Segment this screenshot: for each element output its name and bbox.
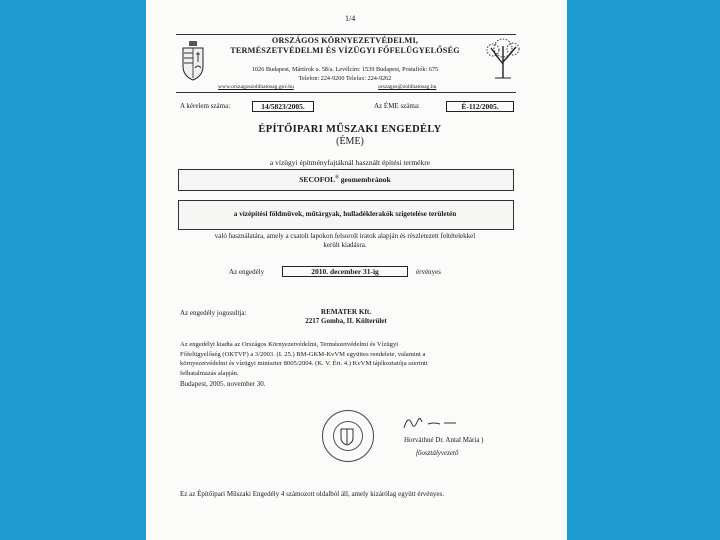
file-number-value: É-112/2005. xyxy=(446,101,514,112)
seal-emblem-icon xyxy=(339,426,355,446)
handwritten-signature xyxy=(400,412,460,432)
address-line: 1026 Budapest, Mártírok u. 58/a. Levélcím: 1539 Budapest, Postafiók: 675 xyxy=(251,66,439,73)
organization-name xyxy=(220,36,470,56)
signer-name: Horváthné Dr. Antal Mária ) xyxy=(404,436,484,444)
legal-line: felhatalmazás alapján. xyxy=(180,369,239,377)
legal-line: Főfelügyelőség (OKTVF) a 3/2003. (I. 25.) BM-GKM-KvVM együttes rendelete, valamint a xyxy=(180,350,426,358)
header-top-rule xyxy=(176,34,516,35)
place-date: Budapest, 2005. november 30. xyxy=(180,380,266,388)
holder-address: 2217 Gomba, II. Külterület xyxy=(305,317,387,325)
coat-of-arms-icon xyxy=(178,40,208,82)
application-text-1: való használatára, amely a csatolt lapokon felsorolt iratok alapján és részletezett feltételekkel xyxy=(214,232,476,240)
document-title: ÉPÍTŐIPARI MŰSZAKI ENGEDÉLY xyxy=(258,124,442,135)
application-text-2: került kiadásra. xyxy=(323,241,367,249)
page-number: 1/4 xyxy=(345,14,356,23)
request-number-label: A kérelem száma: xyxy=(180,102,231,110)
holder-name: REMATER Kft. xyxy=(320,308,372,316)
org-line-2: TERMÉSZETVÉDELMI ÉS VÍZÜGYI FŐFELÜGYELŐSÉG xyxy=(230,46,460,55)
document-subtitle: a vízügyi építményfajtáknál használt építési termékre xyxy=(269,158,431,167)
file-number-label: Az ÉME száma: xyxy=(374,102,420,110)
org-line-1: ORSZÁGOS KÖRNYEZETVÉDELMI, xyxy=(271,36,419,45)
legal-line: környezetvédelmi és vízügyi miniszter 8005/2004. (K. V. Ért. 4.) KvVM tájékoztatója szerinti xyxy=(180,360,428,368)
application-area: a vízépítési földművek, műtárgyak, hulladéklerakók szigetelése területén xyxy=(233,210,457,218)
header-bottom-rule xyxy=(176,92,516,93)
email-link[interactable]: orszagos@zoldhatosag.hu xyxy=(378,84,437,90)
footer-note: Ez az Építőipari Műszaki Engedély 4 számozott oldalból áll, amely kizárólag együtt érvényes. xyxy=(180,490,444,498)
organization-address xyxy=(220,66,470,83)
product-name: SECOFOL xyxy=(299,175,336,184)
validity-value: 2010. december 31-ig xyxy=(282,266,408,277)
validity-label: Az engedély xyxy=(229,268,265,276)
document-abbreviation: (ÉME) xyxy=(336,136,364,147)
legal-line: Az engedélyt kiadta az Országos Környezetvédelmi, Természetvédelmi és Vízügyi xyxy=(180,341,399,348)
tree-logo-icon xyxy=(483,36,523,80)
legal-paragraph xyxy=(180,340,514,378)
validity-suffix: érvényes xyxy=(416,268,441,276)
product-type: geomembránok xyxy=(338,175,391,184)
product-name-line xyxy=(178,175,512,184)
phone-fax-line: Telefon: 224-9200 Telefax: 224-9262 xyxy=(298,74,392,82)
registered-mark: ® xyxy=(335,175,339,181)
signer-position: főosztályvezető xyxy=(416,449,459,457)
website-link[interactable]: www.orszagoszoldhatosag.gov.hu xyxy=(218,84,294,90)
holder-label: Az engedély jogosultja: xyxy=(180,309,247,317)
request-number-value: 14/5823/2005. xyxy=(252,101,314,112)
